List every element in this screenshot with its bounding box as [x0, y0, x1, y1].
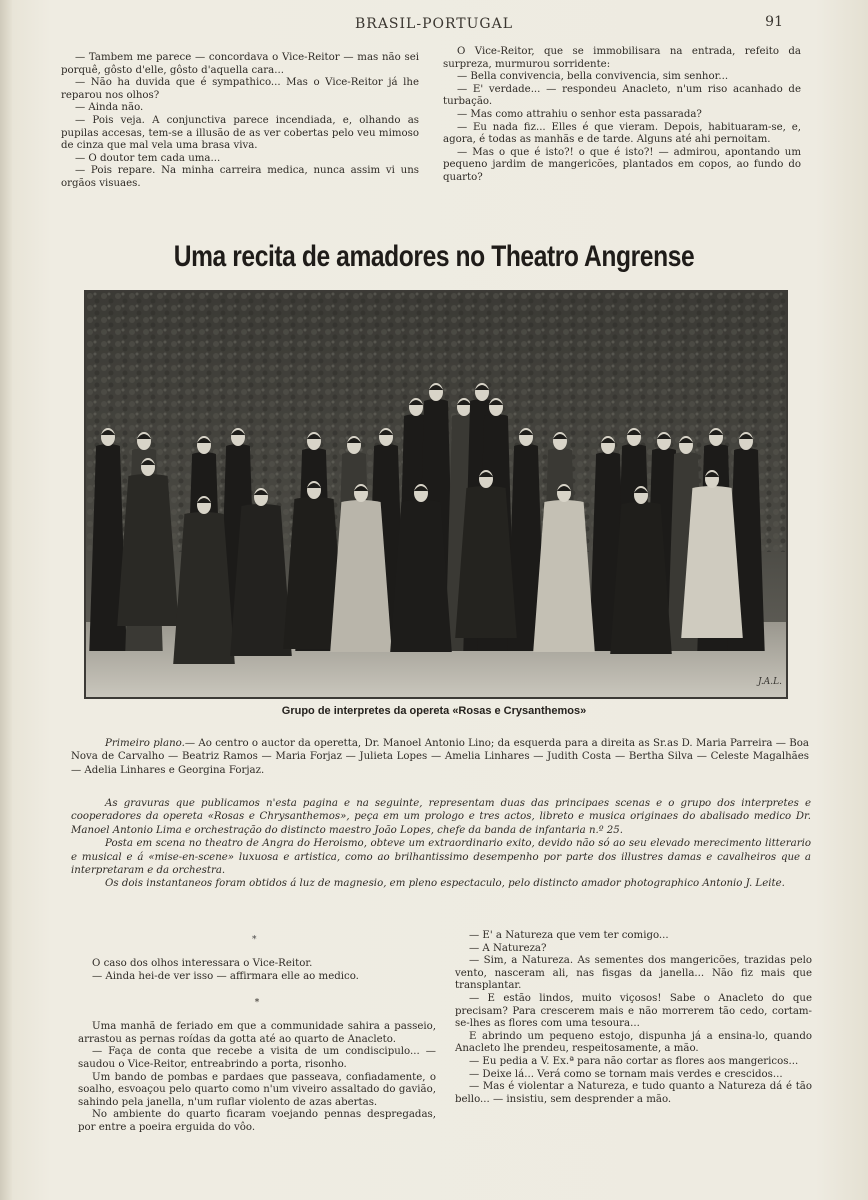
- paragraph: — Ainda não.: [75, 102, 144, 114]
- paragraph: E abrindo um pequeno estojo, dispunha já a ensina-lo, quando Anacleto lhe prendeu, respeitosamente, a mão.: [455, 1030, 812, 1055]
- paragraph: — Pois repare. Na minha carreira medica, nunca assim vi uns orgãos visuaes.: [61, 165, 419, 189]
- paragraph: — Sim, a Natureza. As sementes dos mangericões, trazidas pelo vento, nasceram ali, nas fisgas da janella... Não fiz mais que transplantar.: [455, 955, 812, 992]
- paragraph: — Eu nada fiz... Elles é que vieram. Depois, habituaram-se, e, agora, é todas as manhãs e de tarde. Alguns até ahi pernoitam.: [443, 121, 801, 146]
- story-column-top-left: [61, 52, 419, 191]
- paragraph: — A Natureza?: [469, 942, 547, 954]
- paragraph: — Mas o que é isto?! o que é isto?! — admirou, apontando um pequeno jardim de mangericões, plantados em copos, ao fundo do quarto?: [443, 146, 801, 183]
- paragraph: — Mas é violentar a Natureza, e tudo quanto a Natureza dá é tão bello... — insistiu, sem desprender a mão.: [455, 1081, 812, 1105]
- section-asterism: *: [254, 998, 260, 1009]
- paragraph: O Vice-Reitor, que se immobilisara na entrada, refeito da surpreza, murmurou sorridente:: [443, 46, 801, 70]
- paragraph: — Deixe lá... Verá como se tornam mais verdes e crescidos...: [469, 1068, 783, 1080]
- photo-signature: J.A.L.: [758, 677, 782, 687]
- names-lead: Primeiro plano.: [105, 738, 185, 749]
- paragraph: — Tambem me parece — concordava o Vice-Reitor — mas não sei porquê, gôsto d'elle, gôsto d'aquella cara...: [61, 52, 419, 76]
- paragraph: — Pois veja. A conjunctiva parece incendiada, e, olhando as pupilas accesas, tem-se a illusão de as ver cobertas pelo veu mimoso de cinza que mal vela uma brasa viva.: [61, 114, 419, 152]
- paragraph: — Eu pedia a V. Ex.ª para não cortar as flores aos mangericos...: [469, 1055, 799, 1067]
- paragraph: — Não ha duvida que é sympathico... Mas o Vice-Reitor já lhe reparou nos olhos?: [61, 77, 419, 101]
- photo-names: [71, 737, 809, 777]
- paragraph: — E' a Natureza que vem ter comigo...: [469, 930, 669, 941]
- note-paragraph: Posta em scena no theatro de Angra do Heroismo, obteve um extraordinario exito, devido não só ao seu elevado merecimento litterario e musical e á «mise-en-scene» luxuosa e artistica, como ao brilhantissimo desempenho por parte dos illustres damas e cavalheiros que a interpretaram e da orchestra.: [71, 838, 811, 877]
- paragraph: — Faça de conta que recebe a visita de um condiscipulo... — saudou o Vice-Reitor, entreabrindo a porta, risonho.: [78, 1046, 436, 1070]
- paragraph: — Mas como attrahiu o senhor esta passarada?: [457, 108, 702, 120]
- running-header: BRASIL-PORTUGAL: [354, 16, 513, 32]
- paragraph: No ambiente do quarto ficaram voejando pennas despregadas, por entre a poeira erguida do vôo.: [78, 1109, 436, 1133]
- paragraph: Um bando de pombas e pardaes que passeava, confiadamente, o soalho, esvoaçou pelo quarto como n'um viveiro assaltado do gavião, sahindo pela janella, n'um ruflar violento de azas abertas.: [78, 1071, 436, 1108]
- group-photograph: [84, 290, 788, 699]
- paragraph: — O doutor tem cada uma...: [75, 152, 221, 164]
- paragraph: — E' verdade... — respondeu Anacleto, n'um riso acanhado de turbação.: [443, 83, 801, 108]
- note-paragraph: As gravuras que publicamos n'esta pagina e na seguinte, representam duas das principaes scenas e o grupo dos interpretes e cooperadores da opereta «Rosas e Chrysanthemos», peça em um prologo e tres actos, libreto e musica originaes do abalisado medico Dr. Manoel Antonio Lima e orchestração do distincto maestro João Lopes, chefe da banda de infantaria n.º 25.: [71, 798, 811, 836]
- paragraph: Uma manhã de feriado em que a communidade sahira a passeio, arrastou as pernas roídas da gotta até ao quarto de Anacleto.: [78, 1021, 436, 1045]
- editorial-note: [71, 797, 811, 891]
- paragraph: — Bella convivencia, bella convivencia, sim senhor...: [457, 71, 729, 83]
- paragraph: — Ainda hei-de ver isso — affirmara elle ao medico.: [92, 970, 359, 982]
- group-photo-illustration: [86, 292, 786, 697]
- story-column-top-right: [443, 46, 801, 185]
- story-column-bottom-left: [78, 958, 436, 1135]
- page-number: 91: [765, 14, 783, 30]
- paragraph: — E estão lindos, muito viçosos! Sabe o Anacleto do que precisam? Para crescerem mais e não morrerem tão cedo, cortam-se-lhes as flores com uma tesoura...: [455, 992, 812, 1030]
- story-column-bottom-right: [455, 930, 812, 1106]
- page-edge: [0, 0, 12, 1200]
- photo-caption: Grupo de interpretes da opereta «Rosas e Crysanthemos»: [281, 705, 587, 717]
- names-text: — Ao centro o auctor da operetta, Dr. Manoel Antonio Lino; da esquerda para a direita as Sr.as D. Maria Parreira — Boa Nova de Carvalho — Beatriz Ramos — Maria Forjaz — Julieta Lopes — Amelia Linhares — Judith Costa — Bertha Silva — Celeste Magalhães — Adelia Linhares e Georgina Forjaz.: [71, 738, 809, 776]
- note-paragraph: Os dois instantaneos foram obtidos á luz de magnesio, em pleno espectaculo, pelo distincto amador photographico Antonio J. Leite.: [105, 878, 785, 890]
- section-asterism: *: [252, 935, 257, 945]
- paragraph: O caso dos olhos interessara o Vice-Reitor.: [92, 958, 313, 969]
- article-headline: Uma recita de amadores no Theatro Angrense: [173, 240, 695, 273]
